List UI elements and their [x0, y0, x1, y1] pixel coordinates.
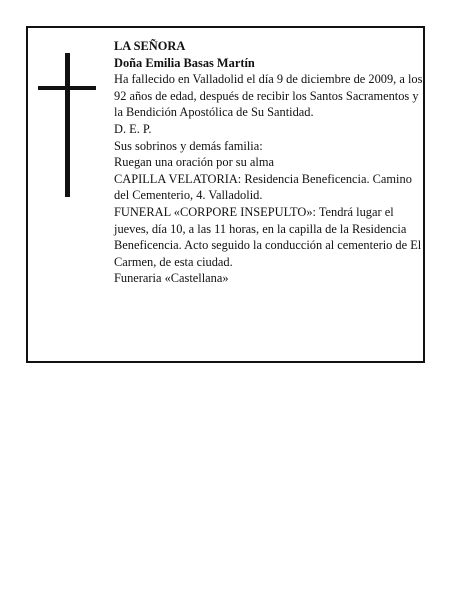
cross-icon	[65, 53, 70, 197]
chapel-info: CAPILLA VELATORIA: Residencia Beneficencia. Camino del Cementerio, 4. Valladolid.	[114, 171, 412, 203]
family-line: Sus sobrinos y demás familia:	[114, 138, 263, 153]
dep: D. E. P.	[114, 121, 152, 136]
funeral-home: Funeraria «Castellana»	[114, 271, 229, 286]
cross-icon-crossbar	[38, 86, 96, 90]
funeral-info: FUNERAL «CORPORE INSEPULTO»: Tendrá lugar el jueves, día 10, a las 11 horas, en la capilla de la Residencia Beneficencia. Acto seguido la conducción al cementerio de El Carmen, de esta ciudad.	[114, 204, 422, 269]
obituary-text	[114, 38, 430, 287]
prayer-line: Ruegan una oración por su alma	[114, 155, 274, 170]
announcement: Ha fallecido en Valladolid el día 9 de diciembre de 2009, a los 92 años de edad, después de recibir los Santos Sacramentos y la Bendición Apostólica de Su Santidad.	[114, 72, 423, 120]
deceased-name: Doña Emilia Basas Martín	[114, 55, 255, 70]
heading: LA SEÑORA	[114, 39, 186, 53]
